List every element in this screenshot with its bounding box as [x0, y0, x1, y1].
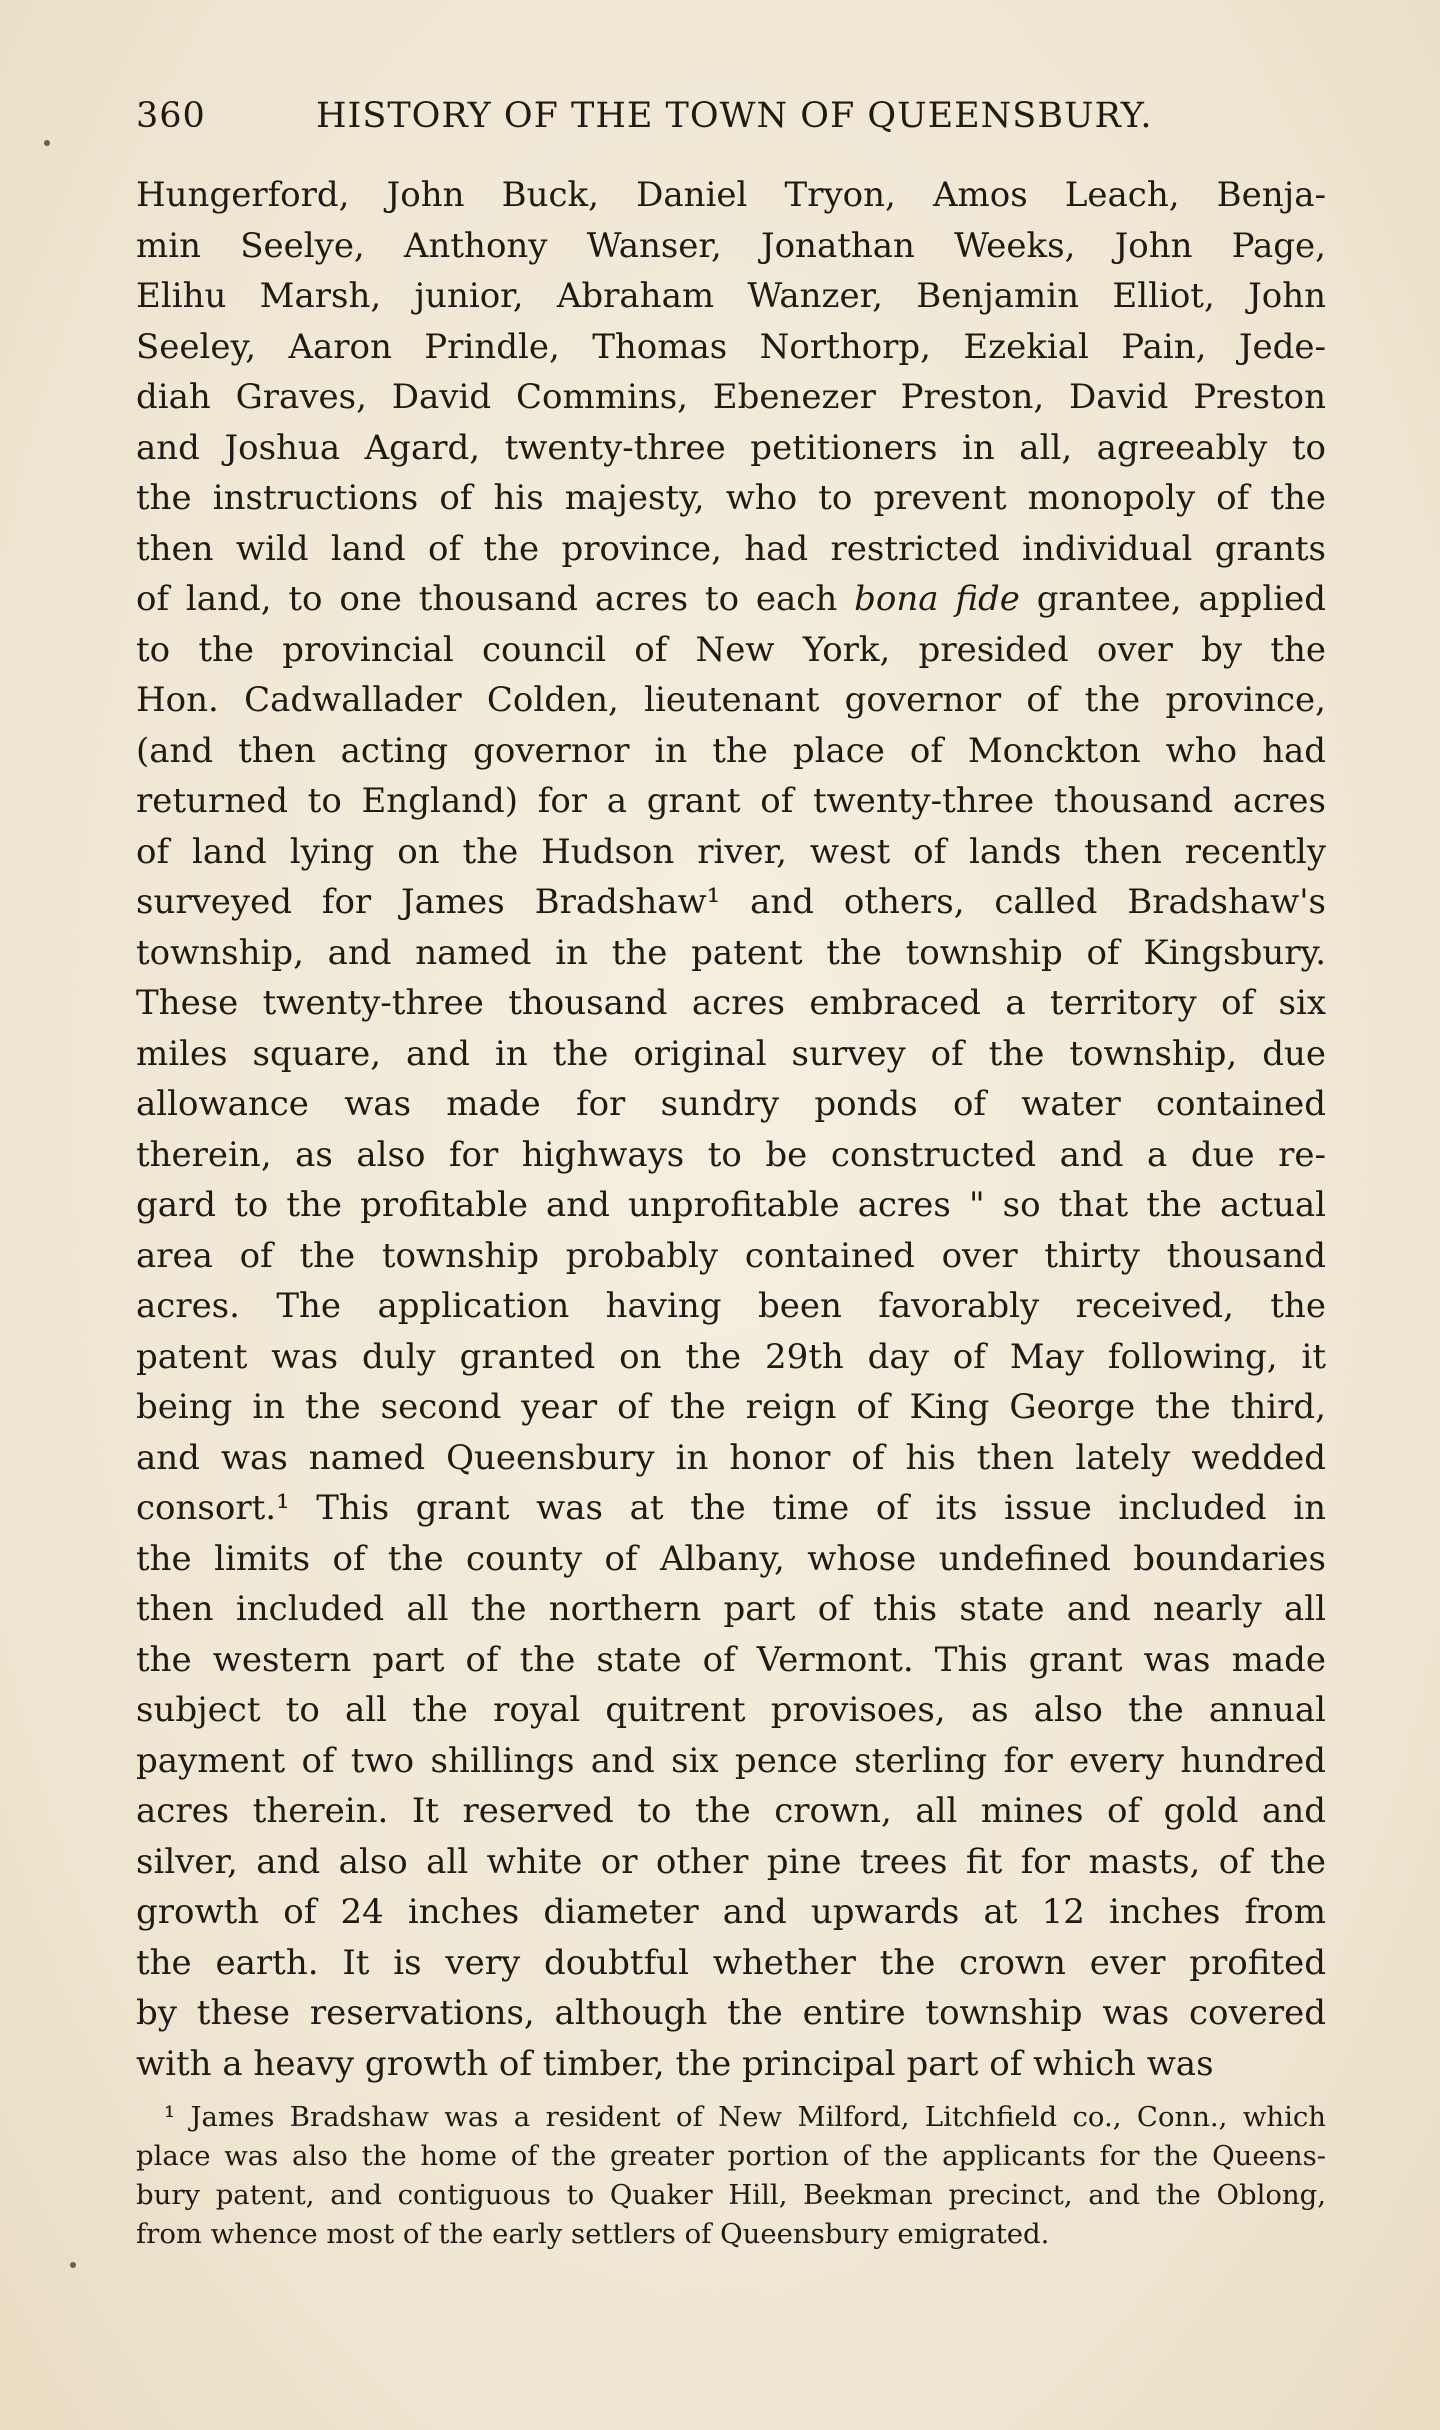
main-text: [136, 170, 1326, 2089]
footnote-line: place was also the home of the greater portion of the applicants for the Queens-: [136, 2140, 1326, 2172]
text-line: acres therein. It reserved to the crown, all mines of gold and: [136, 1791, 1326, 1831]
text-line: township, and named in the patent the township of Kingsbury.: [136, 932, 1326, 973]
footnote-line: ¹ James Bradshaw was a resident of New Milford, Litchfield co., Conn., which: [164, 2101, 1326, 2133]
text-line: growth of 24 inches diameter and upwards at 12 inches from: [136, 1892, 1326, 1932]
text-line: These twenty-three thousand acres embraced a territory of six: [136, 983, 1326, 1023]
text-line: consort.¹ This grant was at the time of its issue included in: [136, 1488, 1326, 1528]
text-line: gard to the profitable and unprofitable acres " so that the actual: [136, 1185, 1326, 1225]
text-line: and Joshua Agard, twenty-three petitioners in all, agreeably to: [136, 427, 1326, 468]
text-line: and was named Queensbury in honor of his then lately wedded: [136, 1437, 1326, 1478]
text-line: Elihu Marsh, junior, Abraham Wanzer, Benjamin Elliot, John: [136, 276, 1326, 316]
text-line: returned to England) for a grant of twenty-three thousand acres: [136, 781, 1326, 821]
text-line: being in the second year of the reign of King George the third,: [136, 1387, 1326, 1427]
text-line: Seeley, Aaron Prindle, Thomas Northorp, Ezekial Pain, Jede-: [136, 326, 1326, 367]
text-line: then wild land of the province, had restricted individual grants: [136, 528, 1326, 569]
text-line: the instructions of his majesty, who to prevent monopoly of the: [136, 478, 1326, 518]
footnote-line: from whence most of the early settlers of Queensbury emigrated.: [136, 2218, 1050, 2250]
text-line: then included all the northern part of this state and nearly all: [136, 1589, 1326, 1629]
text-line: miles square, and in the original survey of the township, due: [136, 1033, 1326, 1074]
page-number: 360: [136, 96, 206, 136]
running-title: HISTORY OF THE TOWN OF QUEENSBURY.: [316, 96, 1153, 136]
text-line: diah Graves, David Commins, Ebenezer Preston, David Preston: [136, 377, 1326, 417]
print-speck: [70, 2262, 76, 2268]
text-line: (and then acting governor in the place of Monckton who had: [136, 730, 1326, 771]
print-speck: [44, 140, 50, 146]
footnote: [136, 2098, 1326, 2254]
text-line: allowance was made for sundry ponds of water contained: [136, 1084, 1326, 1124]
text-line: payment of two shillings and six pence sterling for every hundred: [136, 1740, 1326, 1781]
text-line: of land lying on the Hudson river, west of lands then recently: [136, 831, 1326, 872]
text-line: by these reservations, although the entire township was covered: [136, 1993, 1326, 2033]
text-line: the limits of the county of Albany, whose undefined boundaries: [136, 1538, 1326, 1579]
text-line: min Seelye, Anthony Wanser, Jonathan Weeks, John Page,: [136, 225, 1326, 266]
text-line: surveyed for James Bradshaw¹ and others, called Bradshaw's: [136, 882, 1326, 922]
footnote-line: bury patent, and contiguous to Quaker Hill, Beekman precinct, and the Oblong,: [136, 2179, 1326, 2211]
text-line: silver, and also all white or other pine trees fit for masts, of the: [136, 1841, 1326, 1882]
text-line: the earth. It is very doubtful whether the crown ever profited: [136, 1942, 1326, 1983]
text-line: Hon. Cadwallader Colden, lieutenant governor of the province,: [136, 680, 1326, 720]
text-line: area of the township probably contained over thirty thousand: [136, 1235, 1326, 1276]
italic-phrase: bona fide: [854, 579, 1020, 619]
text-line: the western part of the state of Vermont. This grant was made: [136, 1639, 1326, 1680]
text-line: to the provincial council of New York, presided over by the: [136, 629, 1326, 670]
text-line: acres. The application having been favorably received, the: [136, 1286, 1326, 1326]
text-line: of land, to one thousand acres to each bona fide grantee, applied: [136, 579, 1326, 619]
text-line: with a heavy growth of timber, the principal part of which was: [136, 2043, 1214, 2084]
text-line: subject to all the royal quitrent provisoes, as also the annual: [136, 1690, 1326, 1730]
page-header: [136, 96, 1326, 152]
text-line: Hungerford, John Buck, Daniel Tryon, Amos Leach, Benja-: [136, 175, 1326, 215]
text-line: patent was duly granted on the 29th day of May following, it: [136, 1336, 1326, 1377]
text-line: therein, as also for highways to be constructed and a due re-: [136, 1134, 1326, 1175]
